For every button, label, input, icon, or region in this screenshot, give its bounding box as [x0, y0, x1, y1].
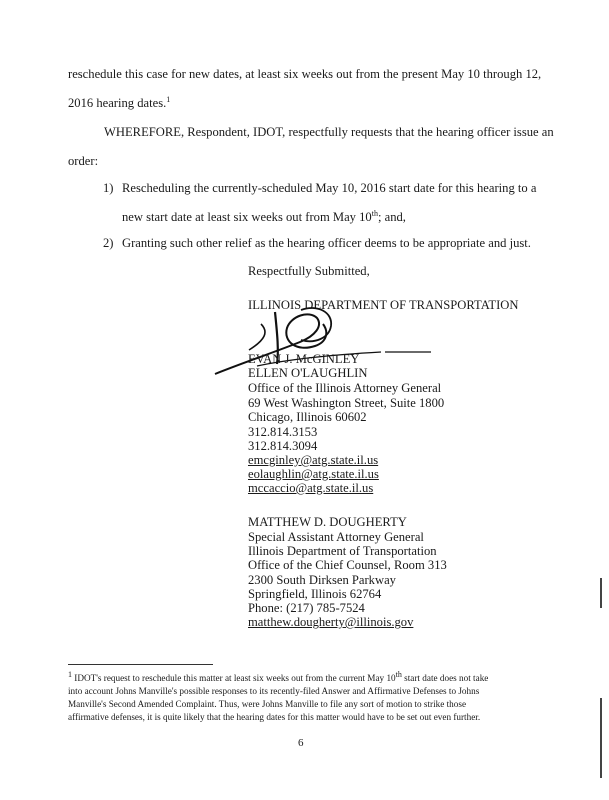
footnote-line1-b: start date does not take: [401, 673, 489, 683]
para2-line1: WHEREFORE, Respondent, IDOT, respectfully requests that the hearing officer issue an: [104, 125, 554, 139]
scan-margin-mark: [600, 578, 602, 608]
para1-line2-text: 2016 hearing dates.: [68, 96, 167, 110]
org-name: ILLINOIS DEPARTMENT OF TRANSPORTATION: [248, 298, 519, 312]
email-link-1[interactable]: emcginley@atg.state.il.us: [248, 453, 379, 467]
footnote-divider: [68, 664, 213, 665]
footnote-line1: [68, 669, 489, 684]
para1-line1: reschedule this case for new dates, at least six weeks out from the present May 10 through 12,: [68, 67, 542, 81]
item1-sup: th: [371, 208, 378, 218]
attorney-2: ELLEN O'LAUGHLIN: [248, 366, 368, 380]
office-name: Office of the Illinois Attorney General: [248, 381, 442, 395]
page-number: 6: [298, 737, 304, 749]
phone-1: 312.814.3153: [248, 425, 318, 439]
para2-line2: order:: [68, 154, 99, 168]
address-line1: 69 West Washington Street, Suite 1800: [248, 396, 445, 410]
email-link-3[interactable]: mccaccio@atg.state.il.us: [248, 481, 374, 495]
counsel2-office: Office of the Chief Counsel, Room 313: [248, 558, 447, 572]
footnote-number: 1: [68, 669, 72, 679]
footnote-line3: Manville's Second Amended Complaint. Thus, were Johns Manville to file any sort of motion to strike those: [68, 699, 467, 709]
item2-number: 2): [103, 236, 114, 250]
address-line2: Chicago, Illinois 60602: [248, 410, 367, 424]
footnote-line2: into account Johns Manville's possible responses to its recently-filed Answer and Affirmative Defenses to Johns: [68, 686, 480, 696]
counsel2-address2: Springfield, Illinois 62764: [248, 587, 382, 601]
counsel2-name: MATTHEW D. DOUGHERTY: [248, 515, 407, 529]
item1-line2-b: ; and,: [377, 210, 406, 224]
para1-line2: [68, 96, 170, 111]
counsel2-phone: Phone: (217) 785-7524: [248, 601, 365, 615]
item2-line1: Granting such other relief as the hearing officer deems to be appropriate and just.: [122, 236, 531, 250]
attorney-1: EVAN J. McGINLEY: [248, 352, 360, 366]
footnote-line1-a: IDOT's request to reschedule this matter at least six weeks out from the current May 10: [72, 673, 396, 683]
footnote-line4: affirmative defenses, it is quite likely that the hearing dates for this matter would have to be set out even further.: [68, 712, 481, 722]
item1-line1: Rescheduling the currently-scheduled May 10, 2016 start date for this hearing to a: [122, 181, 537, 195]
item1-number: 1): [103, 181, 114, 195]
item1-line2: [122, 210, 406, 225]
footnote-sup: th: [395, 669, 402, 679]
scan-margin-mark-lower: [600, 698, 602, 778]
item1-line2-a: new start date at least six weeks out from May 10: [122, 210, 372, 224]
counsel2-title: Special Assistant Attorney General: [248, 530, 424, 544]
closing: Respectfully Submitted,: [248, 264, 370, 278]
counsel2-email-link[interactable]: matthew.dougherty@illinois.gov: [248, 615, 414, 629]
counsel2-dept: Illinois Department of Transportation: [248, 544, 437, 558]
footnote-ref: 1: [166, 94, 171, 104]
counsel2-address1: 2300 South Dirksen Parkway: [248, 573, 396, 587]
phone-2: 312.814.3094: [248, 439, 318, 453]
email-link-2[interactable]: eolaughlin@atg.state.il.us: [248, 467, 379, 481]
